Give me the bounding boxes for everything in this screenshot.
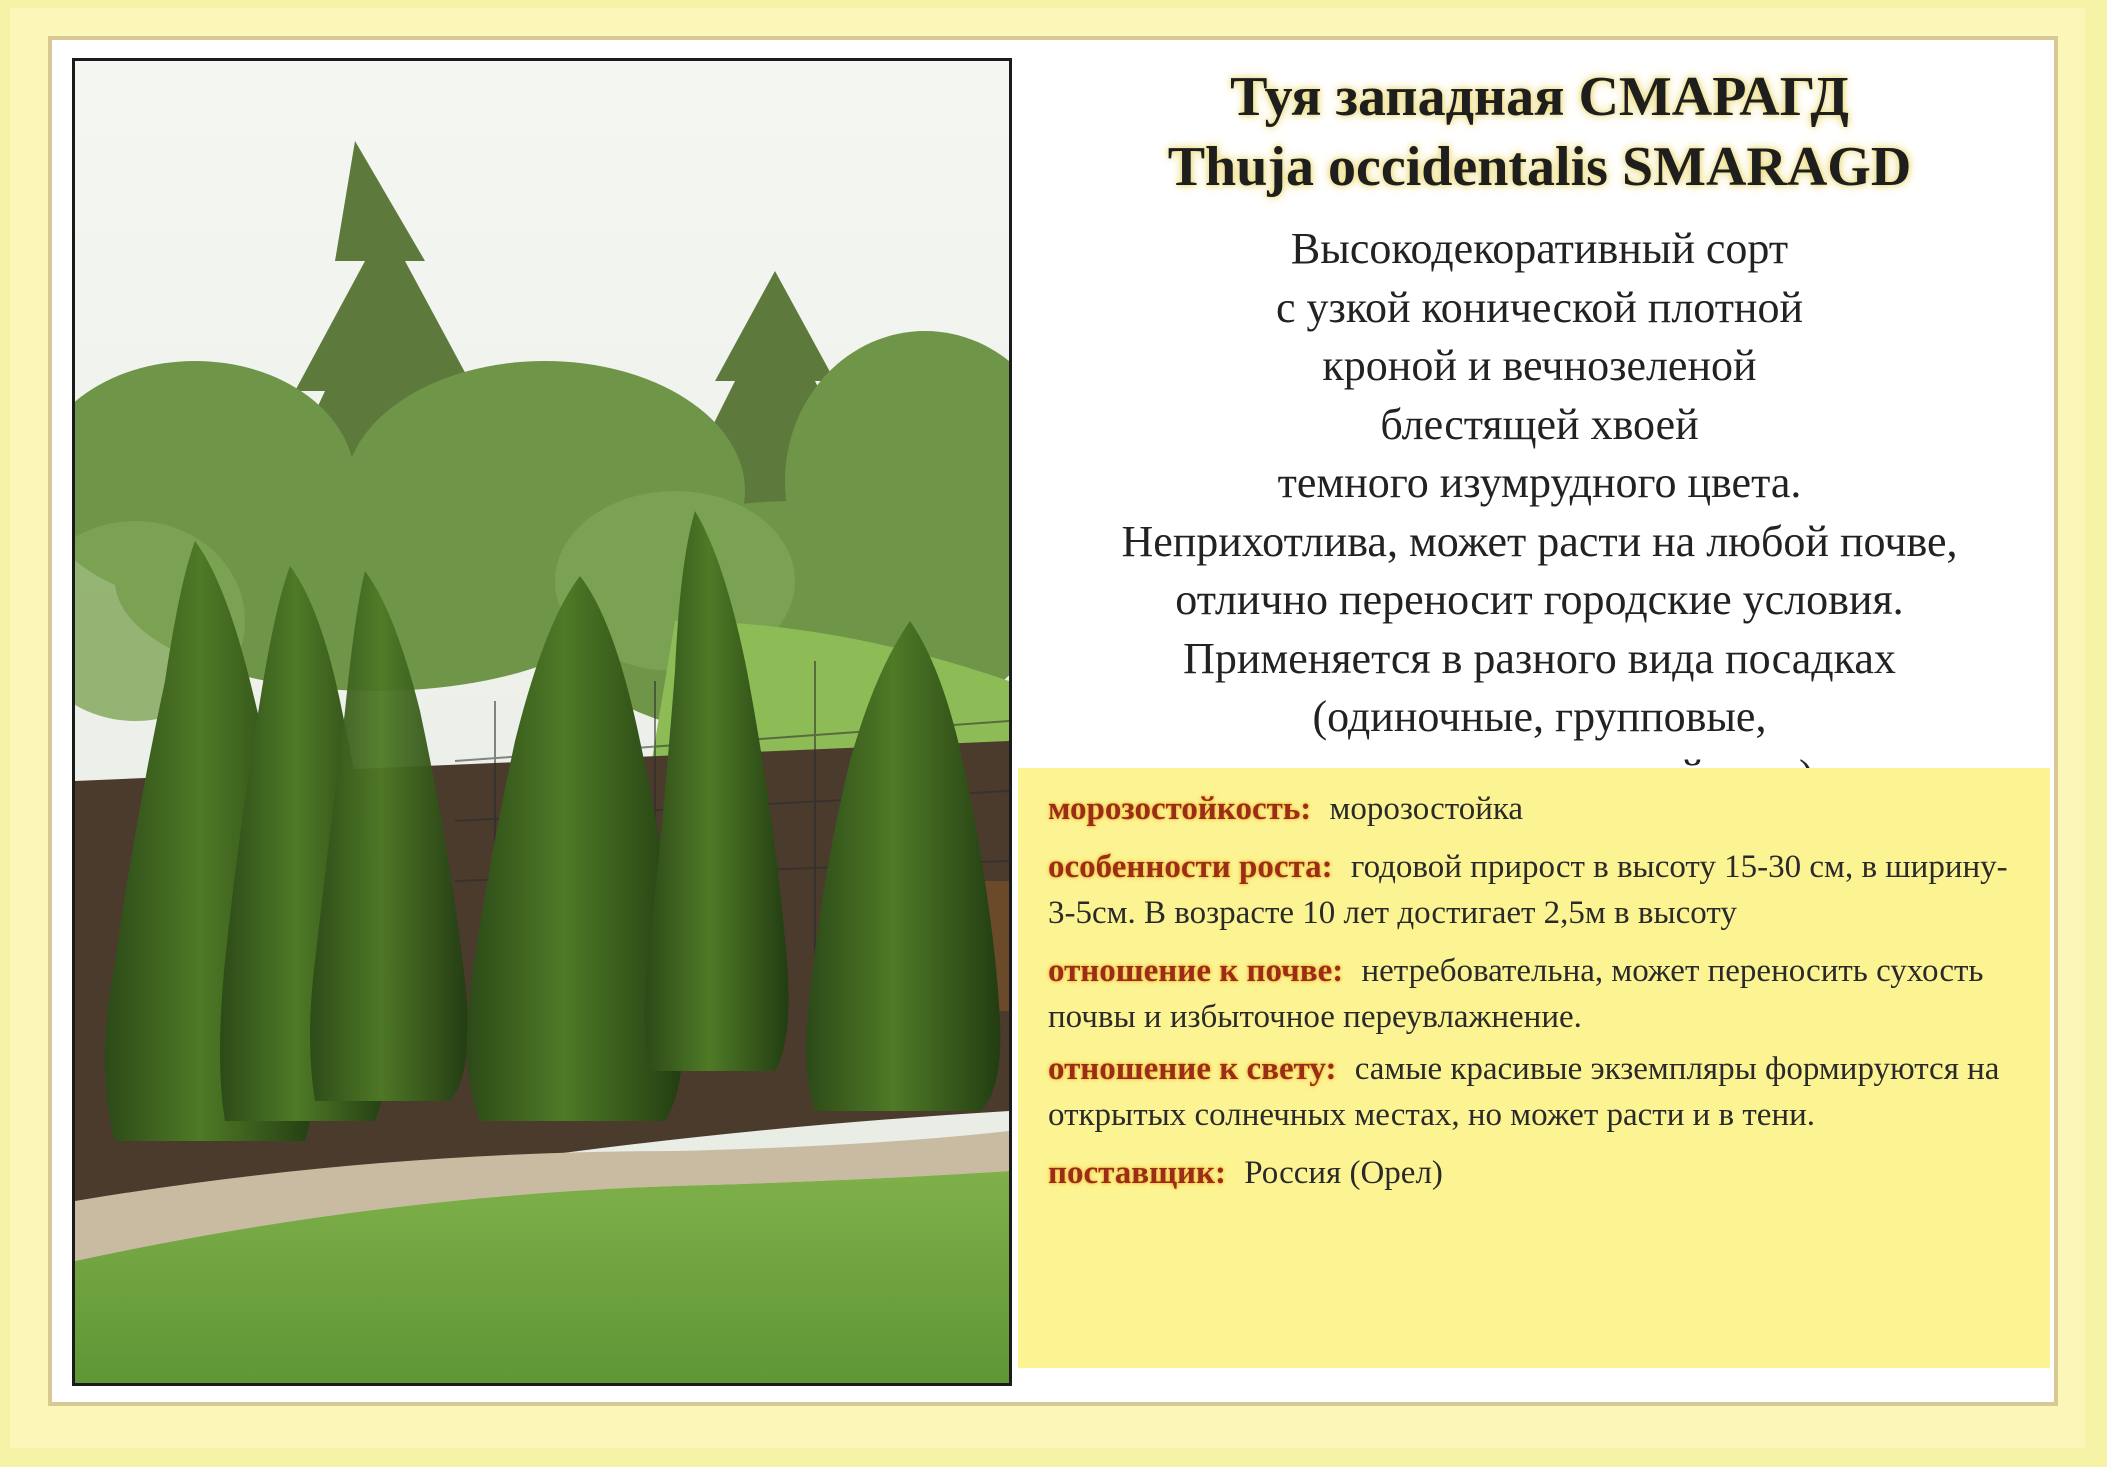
- title-latin: Thuja occidentalis SMARAGD: [1167, 136, 1912, 198]
- property-label: морозостойкость:: [1048, 791, 1312, 827]
- property-supplier: [1048, 1150, 2030, 1196]
- property-value: морозостойка: [1329, 791, 1524, 827]
- property-value: годовой прирост в высоту 15-30 см, в ширину- 3-5см. В возрасте 10 лет достигает 2,5м в высоту: [1048, 849, 2008, 931]
- description-line: кроной и вечнозеленой: [1322, 341, 1757, 390]
- description-line: с узкой конической плотной: [1275, 282, 1804, 332]
- description-line: (одиночные, групповые,: [1312, 692, 1767, 741]
- property-value: самые красивые экземпляры формируются на открытых солнечных местах, но может расти и в тени.: [1048, 1051, 2000, 1133]
- property-frost: [1048, 786, 2030, 832]
- product-card: [10, 8, 2085, 1448]
- thuja-photo: [72, 58, 1012, 1386]
- title-russian: Туя западная СМАРАГД: [1230, 66, 1849, 128]
- properties-panel: [1018, 768, 2050, 1368]
- garden-illustration: [75, 61, 1009, 1383]
- description-line: Неприхотлива, может расти на любой почве,: [1121, 516, 1958, 566]
- description-line: темного изумрудного цвета.: [1277, 458, 1802, 507]
- description-line: Применяется в разного вида посадках: [1183, 633, 1896, 683]
- description-line: отлично переносит городские условия.: [1175, 575, 1904, 624]
- property-label: особенности роста:: [1048, 849, 1333, 885]
- product-description: [1022, 220, 2057, 805]
- property-label: поставщик:: [1048, 1155, 1226, 1191]
- property-growth: [1048, 844, 2030, 936]
- property-value: нетребовательна, может переносить сухость почвы и избыточное переувлажнение.: [1048, 953, 1984, 1035]
- property-value: Россия (Орел): [1244, 1155, 1443, 1191]
- product-title: [1022, 62, 2057, 202]
- property-light: [1048, 1046, 2030, 1138]
- property-label: отношение к почве:: [1048, 953, 1344, 989]
- property-label: отношение к свету:: [1048, 1051, 1337, 1087]
- description-line: Высокодекоративный сорт: [1290, 224, 1789, 273]
- description-line: блестящей хвоей: [1380, 399, 1699, 449]
- property-soil: [1048, 948, 2030, 1040]
